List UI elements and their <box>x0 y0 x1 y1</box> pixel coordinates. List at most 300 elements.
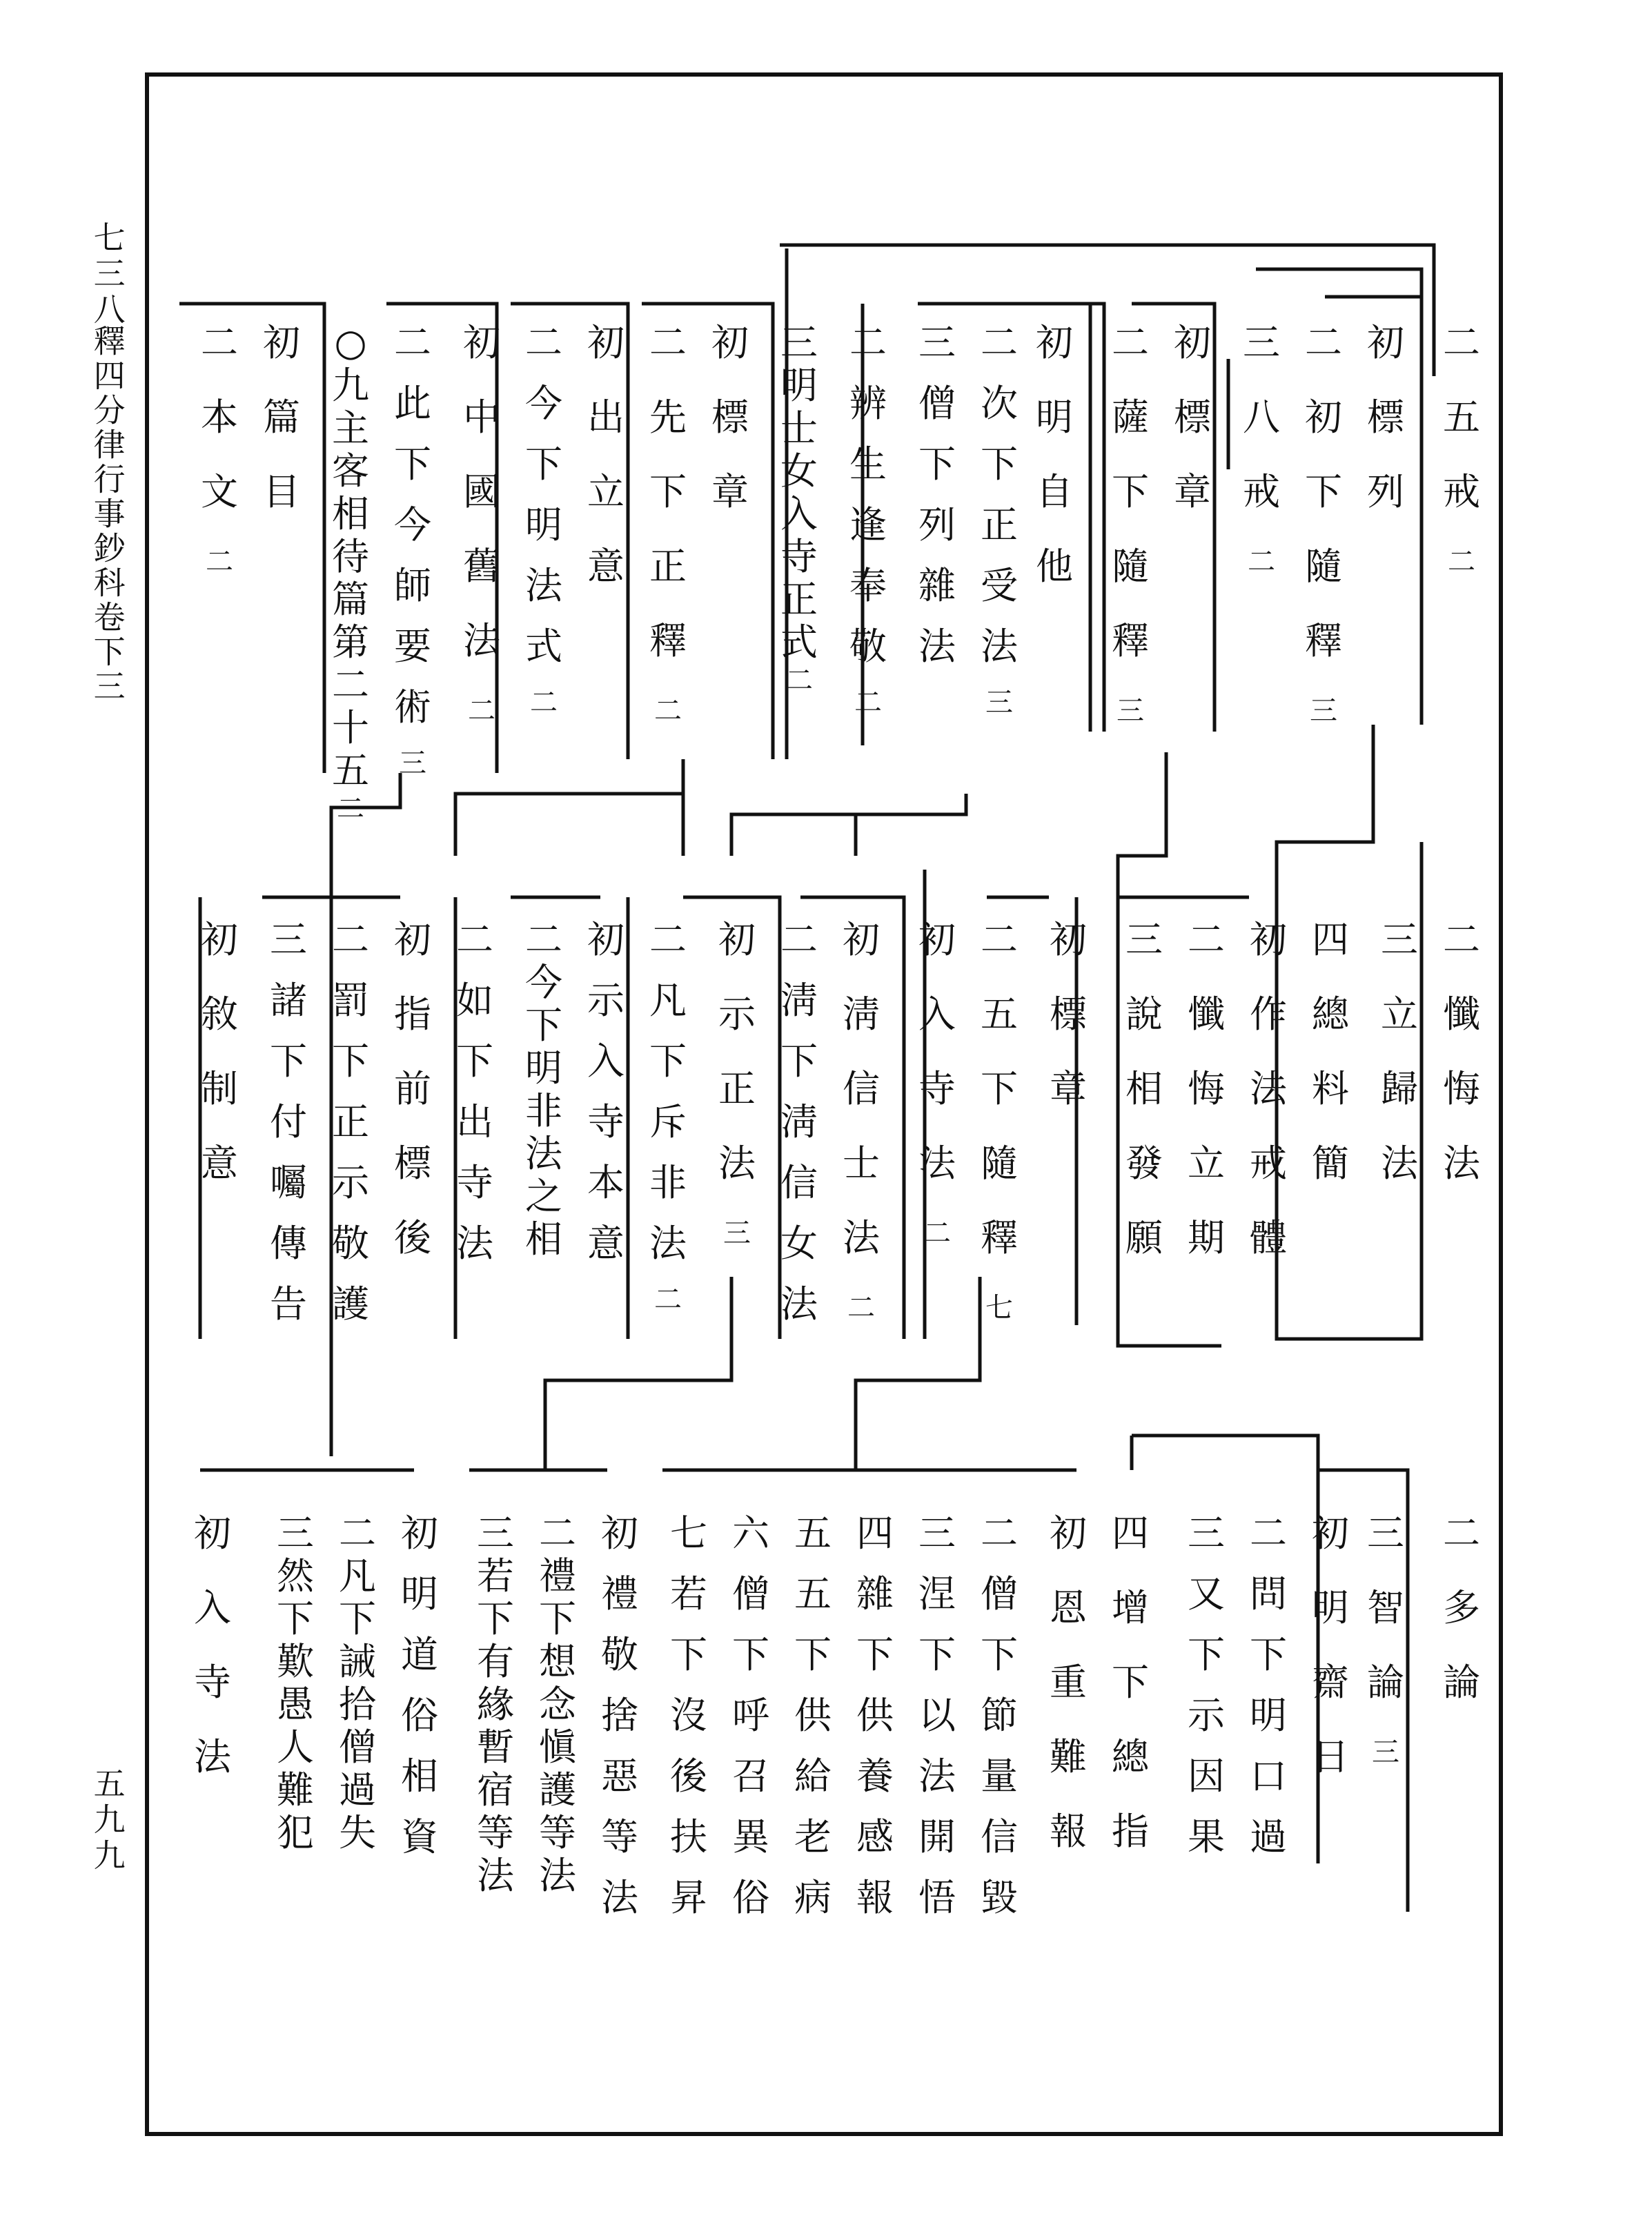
outline-char: 又 <box>1188 1572 1225 1616</box>
outline-char: 下 <box>1112 470 1149 513</box>
outline-char: 下 <box>1112 1661 1149 1704</box>
outline-char: 斥 <box>649 1100 687 1144</box>
outline-char: 四 <box>1312 918 1349 961</box>
outline-char: 總 <box>1312 992 1349 1036</box>
outline-char: 諸 <box>270 979 307 1022</box>
outline-char: 正 <box>649 545 687 588</box>
outline-entry <box>1367 1511 1404 1768</box>
outline-char: 指 <box>394 992 431 1036</box>
outline-char: 愼 <box>539 1725 576 1769</box>
page-number-text: 五九九 <box>88 1767 126 1874</box>
outline-entry <box>401 1511 438 1879</box>
outline-char: 後 <box>394 1216 431 1260</box>
outline-char: 犯 <box>277 1811 314 1854</box>
outline-char: 感 <box>856 1815 894 1859</box>
outline-char: 二 <box>849 321 887 364</box>
book-title <box>90 324 125 704</box>
outline-char: 等 <box>477 1811 514 1854</box>
outline-char: 二 <box>1443 321 1480 364</box>
outline-char: 暫 <box>477 1725 514 1769</box>
outline-entry <box>1050 1511 1087 1888</box>
outline-char: 資 <box>401 1815 438 1859</box>
outline-entry <box>332 321 369 825</box>
outline-char: 涅 <box>918 1572 956 1616</box>
outline-char: 出 <box>456 1100 493 1144</box>
outline-char: 護 <box>539 1768 576 1812</box>
subdivision-count: 二 <box>530 687 558 718</box>
outline-char: 法 <box>477 1854 514 1897</box>
page-label <box>90 221 125 329</box>
outline-char: 說 <box>1125 992 1163 1036</box>
subdivision-count: 三 <box>1310 695 1337 727</box>
outline-char: 此 <box>394 382 431 425</box>
outline-char: 三 <box>1367 1511 1404 1555</box>
subdivision-count: 二 <box>337 793 364 825</box>
outline-char: 淸 <box>780 1100 818 1144</box>
outline-char: 初 <box>401 1511 438 1555</box>
outline-char: 初 <box>1050 1511 1087 1555</box>
outline-char: 六 <box>732 1511 769 1555</box>
outline-char: 二 <box>1250 1511 1287 1555</box>
outline-char: 寺 <box>587 1100 625 1144</box>
outline-char: 敬 <box>849 625 887 668</box>
outline-char: 淸 <box>843 992 880 1036</box>
outline-char: 罰 <box>332 979 369 1022</box>
outline-char: 示 <box>587 979 625 1022</box>
outline-char: 下 <box>525 442 562 486</box>
outline-entry <box>477 1511 514 1900</box>
outline-char: 毀 <box>981 1876 1018 1919</box>
outline-char: 二 <box>981 321 1018 364</box>
outline-entry <box>849 321 887 718</box>
subdivision-count: 二 <box>1448 546 1475 578</box>
outline-char: 報 <box>1050 1810 1087 1853</box>
outline-char: 三 <box>277 1511 314 1555</box>
outline-char: 三 <box>1381 918 1418 961</box>
outline-char: 要 <box>394 625 431 668</box>
subdivision-count: 二 <box>854 687 882 718</box>
outline-char: 寺 <box>918 1067 956 1110</box>
outline-char: 生 <box>849 442 887 486</box>
outline-entry <box>981 918 1018 1324</box>
outline-char: 法 <box>525 564 562 607</box>
outline-entry <box>525 918 562 1264</box>
outline-char: 呼 <box>732 1694 769 1737</box>
outline-entry <box>718 918 756 1249</box>
outline-char: 前 <box>394 1067 431 1110</box>
outline-char: 本 <box>587 1161 625 1204</box>
outline-char: 悔 <box>1443 1067 1480 1110</box>
outline-char: 列 <box>1367 470 1404 513</box>
outline-char: 待 <box>332 535 369 578</box>
outline-char: 五 <box>332 749 369 792</box>
outline-char: 初 <box>1367 321 1404 364</box>
outline-char: 二 <box>332 663 369 707</box>
outline-char: 下 <box>277 1597 314 1641</box>
outline-char: 重 <box>1050 1661 1087 1704</box>
outline-char: 三 <box>1125 918 1163 961</box>
outline-char: 三 <box>1243 321 1280 364</box>
outline-char: 二 <box>332 918 369 961</box>
outline-entry <box>711 321 749 548</box>
outline-char: 釋 <box>649 619 687 663</box>
outline-char: 問 <box>1250 1572 1287 1616</box>
outline-char: 昇 <box>670 1876 707 1919</box>
outline-char: 初 <box>1305 395 1342 439</box>
outline-char: 自 <box>1036 470 1073 513</box>
outline-char: 式 <box>780 620 818 664</box>
outline-entry <box>1112 321 1149 727</box>
outline-char: 下 <box>339 1597 376 1641</box>
outline-char: 下 <box>394 442 431 486</box>
outline-entry <box>1188 918 1225 1294</box>
outline-char: 智 <box>1367 1586 1404 1629</box>
outline-char: 下 <box>981 1067 1018 1110</box>
outline-char: 然 <box>277 1554 314 1598</box>
outline-char: 下 <box>332 1039 369 1083</box>
outline-char: 量 <box>981 1754 1018 1798</box>
outline-char: 標 <box>394 1142 431 1185</box>
outline-char: 念 <box>539 1683 576 1726</box>
outline-char: 禮 <box>601 1572 638 1616</box>
outline-char: 法 <box>194 1735 231 1779</box>
outline-char: 正 <box>780 578 818 621</box>
outline-entry <box>587 918 625 1286</box>
outline-char: 有 <box>477 1640 514 1683</box>
outline-char: 付 <box>270 1100 307 1144</box>
outline-char: 二 <box>649 918 687 961</box>
outline-entry <box>1250 918 1287 1294</box>
outline-char: 供 <box>856 1694 894 1737</box>
outline-char: 初 <box>918 918 956 961</box>
outline-char: 僧 <box>732 1572 769 1616</box>
outline-char: 信 <box>981 1815 1018 1859</box>
outline-entry <box>856 1511 894 1940</box>
outline-char: 若 <box>670 1572 707 1616</box>
outline-entry <box>1443 918 1480 1220</box>
outline-char: 初 <box>1250 918 1287 961</box>
outline-char: 制 <box>201 1067 238 1110</box>
outline-char: 五 <box>1443 395 1480 439</box>
outline-entry <box>1125 918 1163 1294</box>
outline-char: 初 <box>843 918 880 961</box>
outline-char: 初 <box>711 321 749 364</box>
outline-char: 篇 <box>332 578 369 621</box>
outline-char: 以 <box>918 1694 956 1737</box>
outline-char: 隨 <box>1305 545 1342 588</box>
outline-char: 下 <box>270 1039 307 1083</box>
outline-char: 節 <box>981 1694 1018 1737</box>
outline-entry <box>201 918 238 1220</box>
outline-char: 二 <box>339 1511 376 1555</box>
outline-char: 隨 <box>981 1142 1018 1185</box>
outline-char: 二 <box>456 918 493 961</box>
outline-char: 法 <box>525 1132 562 1175</box>
outline-char: 下 <box>918 442 956 486</box>
outline-char: 十 <box>332 706 369 750</box>
outline-char: 異 <box>732 1815 769 1859</box>
outline-char: 傳 <box>270 1222 307 1265</box>
outline-char: 宿 <box>477 1768 514 1812</box>
outline-char: 列 <box>918 503 956 547</box>
outline-entry <box>1174 321 1211 548</box>
subdivision-count: 三 <box>985 687 1013 718</box>
outline-char: 非 <box>525 1089 562 1133</box>
outline-char: 標 <box>1050 992 1087 1036</box>
outline-entry <box>1250 1511 1287 1879</box>
outline-char: 發 <box>1125 1142 1163 1185</box>
page-number <box>90 1767 125 1874</box>
outline-char: 女 <box>780 1222 818 1265</box>
outline-entry <box>1312 918 1349 1220</box>
outline-char: 料 <box>1312 1067 1349 1110</box>
subdivision-count: 二 <box>847 1292 875 1324</box>
outline-char: 簡 <box>1312 1142 1349 1185</box>
outline-char: 緣 <box>477 1683 514 1726</box>
outline-entry <box>843 918 880 1324</box>
outline-char: 恩 <box>1050 1586 1087 1629</box>
outline-char: 指 <box>1112 1810 1149 1853</box>
outline-char: 信 <box>843 1067 880 1110</box>
outline-char: 願 <box>1125 1216 1163 1260</box>
outline-char: 釋 <box>1112 619 1149 663</box>
outline-char: 五 <box>794 1511 832 1555</box>
outline-char: 齋 <box>1312 1661 1349 1704</box>
outline-entry <box>394 321 431 779</box>
outline-entry <box>277 1511 314 1857</box>
outline-char: 法 <box>918 625 956 668</box>
outline-char: 受 <box>981 564 1018 607</box>
page-label-text: 七三八 <box>88 221 126 329</box>
outline-char: 歎 <box>277 1640 314 1683</box>
outline-char: 下 <box>918 1633 956 1676</box>
outline-char: 論 <box>1367 1661 1404 1704</box>
outline-char: 立 <box>587 470 625 513</box>
outline-char: 次 <box>981 382 1018 425</box>
outline-char: 寺 <box>780 535 818 578</box>
outline-char: 下 <box>794 1633 832 1676</box>
outline-char: 正 <box>718 1067 756 1110</box>
outline-char: 隨 <box>1112 545 1149 588</box>
outline-char: 三 <box>918 1511 956 1555</box>
outline-char: 法 <box>718 1142 756 1185</box>
outline-char: 老 <box>794 1815 832 1859</box>
outline-char: 先 <box>649 395 687 439</box>
outline-char: 下 <box>525 1004 562 1047</box>
outline-char: 告 <box>270 1282 307 1326</box>
outline-entry <box>525 321 562 718</box>
outline-char: 初 <box>587 918 625 961</box>
outline-char: 師 <box>394 564 431 607</box>
subdivision-count: 三 <box>399 747 426 779</box>
outline-char: 明 <box>401 1572 438 1616</box>
outline-char: 第 <box>332 620 369 664</box>
outline-char: 下 <box>456 1039 493 1083</box>
outline-char: 法 <box>843 1216 880 1260</box>
outline-entry <box>1243 321 1280 578</box>
outline-char: 相 <box>332 492 369 536</box>
outline-char: 章 <box>1050 1067 1087 1110</box>
outline-char: 意 <box>587 1222 625 1265</box>
outline-char: 下 <box>981 1633 1018 1676</box>
outline-entry <box>1312 1511 1349 1813</box>
outline-char: 術 <box>394 685 431 729</box>
outline-char: 七 <box>670 1511 707 1555</box>
outline-char: 明 <box>1312 1586 1349 1629</box>
outline-char: 沒 <box>670 1694 707 1737</box>
outline-char: 法 <box>918 1142 956 1185</box>
subdivision-count: 三 <box>1117 695 1144 727</box>
outline-char: 中 <box>463 395 500 439</box>
outline-char: 供 <box>794 1694 832 1737</box>
outline-char: 凡 <box>339 1554 376 1598</box>
outline-char: 初 <box>463 321 500 364</box>
outline-char: 病 <box>794 1876 832 1919</box>
outline-char: 失 <box>339 1811 376 1854</box>
outline-char: 釋 <box>981 1216 1018 1260</box>
outline-char: 法 <box>463 619 500 663</box>
subdivision-count: 二 <box>923 1217 951 1249</box>
outline-char: 示 <box>718 992 756 1036</box>
outline-char: 下 <box>670 1633 707 1676</box>
outline-char: 寺 <box>456 1161 493 1204</box>
outline-char: 入 <box>587 1039 625 1083</box>
outline-char: 入 <box>918 992 956 1036</box>
outline-entry <box>981 1511 1018 1940</box>
outline-char: 法 <box>649 1222 687 1265</box>
outline-char: 相 <box>1125 1067 1163 1110</box>
outline-char: 過 <box>339 1768 376 1812</box>
outline-char: 若 <box>477 1554 514 1598</box>
outline-char: 今 <box>394 503 431 547</box>
outline-char: 人 <box>277 1725 314 1769</box>
outline-char: 初 <box>263 321 300 364</box>
outline-char: 士 <box>843 1142 880 1185</box>
outline-char: 捨 <box>601 1694 638 1737</box>
outline-char: 敬 <box>332 1222 369 1265</box>
outline-char: 二 <box>780 918 818 961</box>
outline-char: 意 <box>587 545 625 588</box>
outline-char: 示 <box>1188 1694 1225 1737</box>
outline-char: 立 <box>1188 1142 1225 1185</box>
outline-char: 二 <box>1305 321 1342 364</box>
outline-char: 惡 <box>601 1754 638 1798</box>
outline-char: 如 <box>456 979 493 1022</box>
outline-char: 法 <box>456 1222 493 1265</box>
outline-entry <box>1112 1511 1149 1888</box>
outline-char: 國 <box>463 470 500 513</box>
outline-entry <box>780 321 818 696</box>
outline-char: 二 <box>981 1511 1018 1555</box>
outline-char: 立 <box>1381 992 1418 1036</box>
outline-char: 舊 <box>463 545 500 588</box>
outline-entry <box>1188 1511 1225 1879</box>
outline-char: 章 <box>1174 470 1211 513</box>
outline-char: 明 <box>525 1046 562 1090</box>
outline-char: 僧 <box>339 1725 376 1769</box>
outline-entry <box>649 321 687 727</box>
outline-char: 女 <box>780 449 818 493</box>
outline-char: 二 <box>1112 321 1149 364</box>
outline-char: 出 <box>587 395 625 439</box>
outline-char: 三 <box>1188 1511 1225 1555</box>
outline-char: 初 <box>601 1511 638 1555</box>
outline-char: 淸 <box>780 979 818 1022</box>
outline-entry <box>332 918 369 1347</box>
outline-char: 下 <box>780 1039 818 1083</box>
outline-char: 拾 <box>339 1683 376 1726</box>
outline-char: 下 <box>856 1633 894 1676</box>
outline-char: 下 <box>1305 470 1342 513</box>
outline-char: 逢 <box>849 503 887 547</box>
outline-char: 標 <box>1367 395 1404 439</box>
outline-char: 三 <box>270 918 307 961</box>
outline-char: 給 <box>794 1754 832 1798</box>
outline-char: 釋 <box>1305 619 1342 663</box>
outline-char: 下 <box>1250 1633 1287 1676</box>
outline-char: 式 <box>525 625 562 668</box>
outline-char: 明 <box>1250 1694 1287 1737</box>
outline-char: 體 <box>1250 1216 1287 1260</box>
outline-char: 戒 <box>1443 470 1480 513</box>
outline-char: 二 <box>649 321 687 364</box>
outline-char: 養 <box>856 1754 894 1798</box>
outline-char: 戒 <box>1250 1142 1287 1185</box>
outline-char: 論 <box>1443 1661 1480 1704</box>
outline-char: 信 <box>780 1161 818 1204</box>
outline-entry <box>201 321 238 578</box>
outline-entry <box>339 1511 376 1857</box>
outline-entry <box>539 1511 576 1900</box>
outline-char: 初 <box>718 918 756 961</box>
outline-char: 二 <box>525 918 562 961</box>
outline-char: 正 <box>332 1100 369 1144</box>
outline-char: 日 <box>1312 1735 1349 1779</box>
outline-char: 口 <box>1250 1754 1287 1798</box>
subdivision-count: 二 <box>1248 546 1275 578</box>
outline-char: 五 <box>981 992 1018 1036</box>
outline-char: 相 <box>525 1217 562 1261</box>
outline-char: 初 <box>1050 918 1087 961</box>
outline-char: 敬 <box>601 1633 638 1676</box>
outline-char: 下 <box>539 1597 576 1641</box>
subdivision-count: 二 <box>206 546 233 578</box>
outline-char: 二 <box>1443 1511 1480 1555</box>
outline-char: 法 <box>918 1754 956 1798</box>
outline-char: 下 <box>477 1597 514 1641</box>
outline-char: 客 <box>332 449 369 493</box>
outline-char: 法 <box>981 625 1018 668</box>
outline-char: 想 <box>539 1640 576 1683</box>
outline-char: 寺 <box>194 1661 231 1704</box>
outline-char: 過 <box>1250 1815 1287 1859</box>
outline-char: 護 <box>332 1282 369 1326</box>
outline-char: 初 <box>587 321 625 364</box>
outline-char: 敘 <box>201 992 238 1036</box>
outline-entry <box>649 918 687 1315</box>
outline-char: 非 <box>649 1161 687 1204</box>
outline-char: 相 <box>401 1754 438 1798</box>
outline-char: 作 <box>1250 992 1287 1036</box>
outline-char: 下 <box>649 1039 687 1083</box>
outline-char: 僧 <box>981 1572 1018 1616</box>
outline-char: 三 <box>477 1511 514 1555</box>
subdivision-count: 二 <box>654 1284 682 1315</box>
outline-char: 三 <box>918 321 956 364</box>
outline-char: 本 <box>201 395 238 439</box>
outline-entry <box>1443 1511 1480 1739</box>
outline-entry <box>1443 321 1480 578</box>
